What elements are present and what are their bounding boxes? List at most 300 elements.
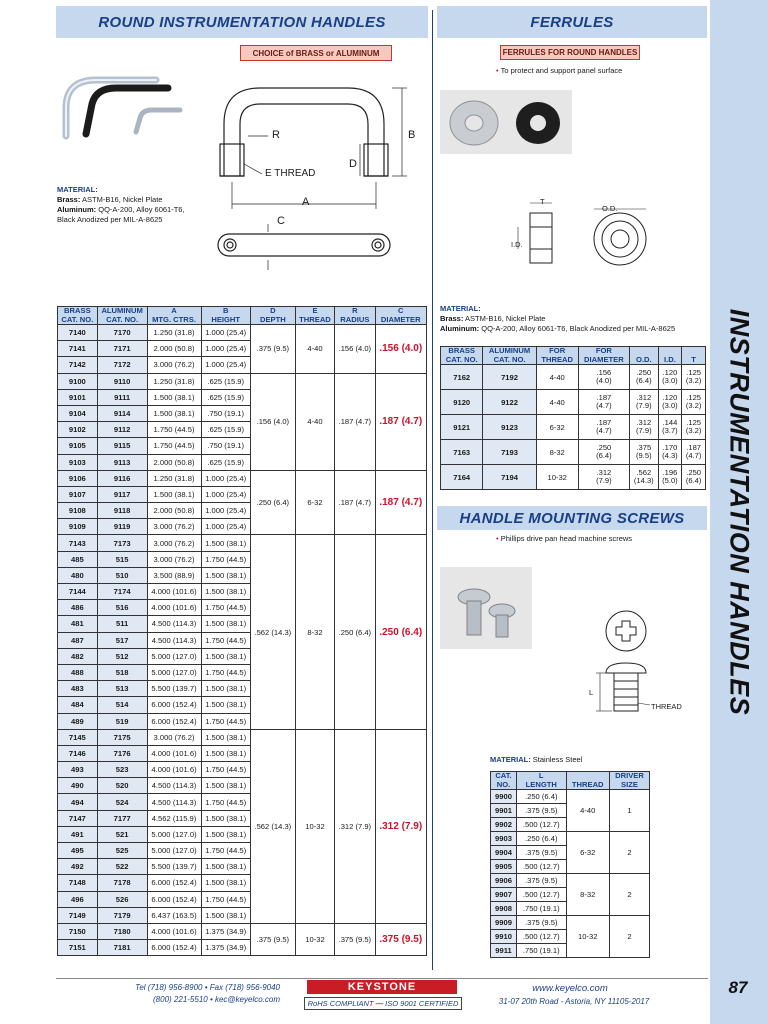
cell-line: (7.9) (635, 426, 652, 435)
ferrules-title: FERRULES (437, 6, 707, 38)
handles-col-header (295, 307, 334, 325)
screws-col-header-line-1: L (538, 771, 544, 780)
screws-bullet (496, 534, 632, 544)
height: 1.500 (38.1) (201, 697, 250, 713)
aluminum-cat-no: 521 (97, 826, 147, 842)
for-thread: 4-40 (536, 390, 578, 415)
brass-cat-no: 484 (58, 697, 98, 713)
brass-cat-no: 9101 (58, 389, 98, 405)
thread-cell: 10-32 (295, 729, 334, 923)
material-label: MATERIAL: (57, 185, 98, 194)
mtg-ctrs: 3.000 (76.2) (147, 519, 201, 535)
handles-title: ROUND INSTRUMENTATION HANDLES (56, 6, 428, 38)
driver-cell: 1 (609, 790, 649, 832)
t (682, 465, 706, 490)
handles-col-header-line-1: A (171, 306, 177, 315)
brass-cat-no: 7143 (58, 535, 98, 551)
cell-line: .312 (596, 468, 612, 477)
brass-cat-no: 495 (58, 843, 98, 859)
mtg-ctrs: 5.000 (127.0) (147, 664, 201, 680)
length: .375 (9.5) (516, 804, 566, 818)
cat-no: 9907 (491, 888, 517, 902)
height: 1.500 (38.1) (201, 826, 250, 842)
mtg-ctrs: 1.750 (44.5) (147, 422, 201, 438)
footer-address: 31-07 20th Road - Astoria, NY 11105-2017 (498, 997, 650, 1006)
ferrules-col-header-line-1: FOR (595, 346, 612, 355)
table-row (491, 832, 650, 846)
footer-certifications (304, 997, 462, 1010)
brass-cat-no: 7145 (58, 729, 98, 745)
radius-cell: .250 (6.4) (335, 535, 375, 729)
screws-col-header (491, 772, 517, 790)
cell-line: (5.0) (662, 476, 678, 485)
table-row (441, 415, 706, 440)
cell-line: (3.0) (662, 376, 678, 385)
dim-label-b: B (408, 129, 416, 141)
brass-cat-no: 9107 (58, 486, 98, 502)
mtg-ctrs: 3.000 (76.2) (147, 729, 201, 745)
mtg-ctrs: 4.000 (101.6) (147, 762, 201, 778)
cat-no: 9903 (491, 832, 517, 846)
dim-label-a: A (302, 196, 310, 208)
ferrules-col-header (536, 347, 578, 365)
mtg-ctrs: 4.500 (114.3) (147, 632, 201, 648)
mtg-ctrs: 1.500 (38.1) (147, 389, 201, 405)
aluminum-cat-no: 7171 (97, 341, 147, 357)
cell-line: (6.4) (596, 451, 612, 460)
mtg-ctrs: 4.500 (114.3) (147, 616, 201, 632)
ferrules-col-header-line-2: DIAMETER (584, 354, 624, 364)
aluminum-label: Aluminum: (57, 205, 97, 214)
dim-label-c: C (277, 215, 285, 227)
height: 1.750 (44.5) (201, 843, 250, 859)
depth-cell: .250 (6.4) (250, 470, 295, 535)
cat-no: 9900 (491, 790, 517, 804)
cell-line: (4.3) (662, 451, 678, 460)
table-row (441, 465, 706, 490)
brass-cat-no: 9109 (58, 519, 98, 535)
screw-dimension-diagram (576, 605, 656, 721)
screws-table-header (491, 772, 650, 790)
brass-cat-no: 7142 (58, 357, 98, 373)
height: 1.500 (38.1) (201, 810, 250, 826)
aluminum-cat-no: 7192 (483, 365, 536, 390)
aluminum-cat-no: 9116 (97, 470, 147, 486)
ferrules-col-header-line-2: CAT. NO. (445, 354, 478, 364)
mtg-ctrs: 1.250 (31.8) (147, 470, 201, 486)
aluminum-cat-no: 7179 (97, 907, 147, 923)
mtg-ctrs: 1.250 (31.8) (147, 325, 201, 341)
thread-cell: 8-32 (566, 874, 609, 916)
ferrules-col-header (578, 347, 629, 365)
brass-cat-no: 482 (58, 648, 98, 664)
aluminum-spec: QQ-A-200, Alloy 6061-T6, (98, 205, 185, 214)
od (630, 415, 659, 440)
handles-col-header-line-2: CAT. NO. (106, 314, 139, 324)
radius-cell: .312 (7.9) (335, 729, 375, 923)
cell-line: .250 (686, 468, 702, 477)
brass-cat-no: 7148 (58, 875, 98, 891)
footer-phone: Tel (718) 956-8900 • Fax (718) 956-9040 (135, 983, 280, 992)
diameter-cell: .250 (6.4) (375, 535, 426, 729)
aluminum-cat-no: 511 (97, 616, 147, 632)
height: 1.000 (25.4) (201, 357, 250, 373)
aluminum-cat-no: 7194 (483, 465, 536, 490)
t (682, 415, 706, 440)
mtg-ctrs: 6.000 (152.4) (147, 697, 201, 713)
diameter-cell: .375 (9.5) (375, 923, 426, 955)
brass-cat-no: 9102 (58, 422, 98, 438)
table-row (441, 440, 706, 465)
screws-col-header (516, 772, 566, 790)
cell-line: .196 (662, 468, 678, 477)
ferrules-label: FERRULES FOR ROUND HANDLES (500, 45, 640, 60)
brass-cat-no: 7162 (441, 365, 483, 390)
height: 1.750 (44.5) (201, 551, 250, 567)
driver-cell: 2 (609, 874, 649, 916)
for-diameter (578, 440, 629, 465)
handles-material (57, 185, 237, 225)
height: 1.000 (25.4) (201, 486, 250, 502)
brass-label: Brass: (57, 195, 81, 204)
thread-cell: 8-32 (295, 535, 334, 729)
cell-line: (14.3) (633, 476, 654, 485)
aluminum-cat-no: 7193 (483, 440, 536, 465)
mtg-ctrs: 4.000 (101.6) (147, 923, 201, 939)
mtg-ctrs: 5.000 (127.0) (147, 826, 201, 842)
height: 1.500 (38.1) (201, 778, 250, 794)
height: .625 (15.9) (201, 422, 250, 438)
id (658, 465, 682, 490)
height: 1.750 (44.5) (201, 664, 250, 680)
ferrules-col-header (441, 347, 483, 365)
rohs-text: RoHS COMPLIANT (307, 999, 374, 1008)
screws-material-text: Stainless Steel (532, 755, 583, 764)
choice-label: CHOICE of BRASS or ALUMINUM (240, 45, 392, 61)
aluminum-cat-no: 7175 (97, 729, 147, 745)
brass-cat-no: 7163 (441, 440, 483, 465)
aluminum-cat-no: 7176 (97, 745, 147, 761)
height: 1.750 (44.5) (201, 794, 250, 810)
brass-cat-no: 480 (58, 567, 98, 583)
height: 1.375 (34.9) (201, 940, 250, 956)
handles-col-header-line-1: D (270, 306, 276, 315)
cell-line: .312 (636, 393, 652, 402)
mtg-ctrs: 6.000 (152.4) (147, 891, 201, 907)
height: 1.750 (44.5) (201, 632, 250, 648)
cat-no: 9910 (491, 930, 517, 944)
handles-col-header (58, 307, 98, 325)
driver-cell: 2 (609, 916, 649, 958)
radius-cell: .187 (4.7) (335, 373, 375, 470)
aluminum-cat-no: 514 (97, 697, 147, 713)
handles-col-header (201, 307, 250, 325)
ferrule-label-id: I.D. (511, 240, 523, 249)
mtg-ctrs: 4.562 (115.9) (147, 810, 201, 826)
height: 1.750 (44.5) (201, 762, 250, 778)
length: .375 (9.5) (516, 846, 566, 860)
page-number: 87 (728, 978, 748, 997)
thread-cell: 6-32 (566, 832, 609, 874)
handles-col-header (335, 307, 375, 325)
table-row (441, 365, 706, 390)
table-row (491, 790, 650, 804)
cell-line: (3.7) (662, 426, 678, 435)
cell-line: (7.9) (596, 476, 612, 485)
handles-col-header-line-2: DEPTH (259, 314, 286, 324)
radius-cell: .375 (9.5) (335, 923, 375, 955)
cell-line: .250 (596, 443, 612, 452)
diameter-cell: .156 (4.0) (375, 325, 426, 374)
length: .500 (12.7) (516, 888, 566, 902)
mtg-ctrs: 6.437 (163.5) (147, 907, 201, 923)
mtg-ctrs: 2.000 (50.8) (147, 341, 201, 357)
ferrules-photo (440, 90, 572, 154)
footer-phone-2: (800) 221-5510 • kec@keyelco.com (153, 995, 280, 1004)
handle-dimension-diagram (212, 64, 422, 270)
brass-cat-no: 9100 (58, 373, 98, 389)
cell-line: (9.5) (635, 451, 652, 460)
table-row (58, 923, 427, 939)
brass-cat-no: 9105 (58, 438, 98, 454)
depth-cell: .562 (14.3) (250, 535, 295, 729)
brass-cat-no: 7149 (58, 907, 98, 923)
od (630, 440, 659, 465)
diameter-cell: .312 (7.9) (375, 729, 426, 923)
ferrules-col-header (658, 347, 682, 365)
height: 1.375 (34.9) (201, 923, 250, 939)
cat-no: 9906 (491, 874, 517, 888)
cell-line: .312 (636, 418, 652, 427)
footer-rule (56, 978, 708, 979)
screws-material-label: MATERIAL: (490, 755, 531, 764)
for-diameter (578, 365, 629, 390)
brass-cat-no: 488 (58, 664, 98, 680)
length: .500 (12.7) (516, 860, 566, 874)
brass-cat-no: 7150 (58, 923, 98, 939)
ferrule-dimension-diagram (510, 195, 660, 275)
length: .250 (6.4) (516, 832, 566, 846)
screws-material (490, 755, 582, 765)
cell-line: (7.9) (635, 401, 652, 410)
length: .250 (6.4) (516, 790, 566, 804)
handles-photo (56, 48, 188, 148)
height: 1.750 (44.5) (201, 891, 250, 907)
aluminum-cat-no: 7170 (97, 325, 147, 341)
cat-no: 9909 (491, 916, 517, 930)
aluminum-cat-no: 9114 (97, 405, 147, 421)
diameter-cell: .187 (4.7) (375, 373, 426, 470)
ferrules-bullet-text: To protect and support panel surface (500, 66, 623, 75)
aluminum-cat-no: 523 (97, 762, 147, 778)
length: .375 (9.5) (516, 916, 566, 930)
height: .625 (15.9) (201, 389, 250, 405)
brass-cat-no: 487 (58, 632, 98, 648)
brass-cat-no: 7140 (58, 325, 98, 341)
cell-line: .187 (686, 443, 702, 452)
aluminum-cat-no: 7180 (97, 923, 147, 939)
height: 1.500 (38.1) (201, 567, 250, 583)
handles-col-header-line-2: THREAD (299, 314, 331, 324)
aluminum-cat-no: 522 (97, 859, 147, 875)
aluminum-cat-no: 9122 (483, 390, 536, 415)
mtg-ctrs: 5.500 (139.7) (147, 859, 201, 875)
depth-cell: .375 (9.5) (250, 325, 295, 374)
height: 1.000 (25.4) (201, 470, 250, 486)
mtg-ctrs: 4.500 (114.3) (147, 778, 201, 794)
height: .750 (19.1) (201, 405, 250, 421)
handles-col-header-line-2: MTG. CTRS. (152, 314, 196, 324)
thread-cell: 10-32 (566, 916, 609, 958)
height: 1.500 (38.1) (201, 681, 250, 697)
height: 1.500 (38.1) (201, 648, 250, 664)
mtg-ctrs: 3.000 (76.2) (147, 357, 201, 373)
cell-line: .120 (662, 393, 678, 402)
aluminum-cat-no: 512 (97, 648, 147, 664)
aluminum-cat-no: 510 (97, 567, 147, 583)
screws-col-header-line-2: NO. (496, 779, 511, 789)
brass-cat-no: 494 (58, 794, 98, 810)
aluminum-cat-no: 516 (97, 600, 147, 616)
ferrules-col-header-line-2: THREAD (541, 354, 573, 364)
aluminum-cat-no: 9119 (97, 519, 147, 535)
cell-line: .125 (686, 393, 702, 402)
cell-line: .187 (596, 418, 612, 427)
table-row (491, 874, 650, 888)
mtg-ctrs: 6.000 (152.4) (147, 713, 201, 729)
ferrules-col-header (483, 347, 536, 365)
aluminum-cat-no: 518 (97, 664, 147, 680)
cell-line: (3.0) (662, 401, 678, 410)
t (682, 440, 706, 465)
for-thread: 4-40 (536, 365, 578, 390)
table-row (491, 916, 650, 930)
bullet-icon: • (496, 534, 499, 543)
aluminum-cat-no: 7173 (97, 535, 147, 551)
cell-line: (3.2) (685, 401, 702, 410)
screws-photo (440, 567, 532, 649)
ferrules-table-header (441, 347, 706, 365)
t (682, 390, 706, 415)
screws-col-header-line-1: CAT. (495, 771, 512, 780)
cell-line: (3.2) (685, 426, 702, 435)
bullet-icon: • (496, 66, 499, 75)
length: .750 (19.1) (516, 902, 566, 916)
aluminum-cat-no: 7181 (97, 940, 147, 956)
table-row (441, 390, 706, 415)
column-divider (432, 10, 433, 970)
height: .625 (15.9) (201, 454, 250, 470)
cell-line: (4.7) (685, 451, 702, 460)
aluminum-cat-no: 9115 (97, 438, 147, 454)
brass-cat-no: 492 (58, 859, 98, 875)
mtg-ctrs: 3.000 (76.2) (147, 535, 201, 551)
cat-no: 9902 (491, 818, 517, 832)
iso-text: ISO 9001 CERTIFIED (385, 999, 459, 1008)
aluminum-cat-no: 526 (97, 891, 147, 907)
cat-no: 9908 (491, 902, 517, 916)
handles-col-header-line-2: CAT. NO. (61, 314, 94, 324)
handles-col-header-line-2: RADIUS (340, 314, 370, 324)
handles-col-header-line-1: B (222, 306, 229, 315)
mtg-ctrs: 6.000 (152.4) (147, 940, 201, 956)
for-diameter (578, 390, 629, 415)
height: 1.750 (44.5) (201, 713, 250, 729)
side-title: INSTRUMENTATION HANDLES (724, 308, 755, 716)
radius-cell: .156 (4.0) (335, 325, 375, 374)
mtg-ctrs: 5.000 (127.0) (147, 843, 201, 859)
cat-no: 9911 (491, 944, 517, 958)
height: 1.750 (44.5) (201, 600, 250, 616)
aluminum-cat-no: 7178 (97, 875, 147, 891)
aluminum-cat-no: 519 (97, 713, 147, 729)
cell-line: (6.4) (635, 376, 652, 385)
diameter-cell: .187 (4.7) (375, 470, 426, 535)
ferrules-col-header-line-1: FOR (549, 346, 566, 355)
table-row (58, 535, 427, 551)
screws-bullet-text: Phillips drive pan head machine screws (500, 534, 633, 543)
aluminum-cat-no: 515 (97, 551, 147, 567)
brass-cat-no: 496 (58, 891, 98, 907)
ferrules-material-label: MATERIAL: (440, 304, 481, 313)
t (682, 365, 706, 390)
ferrules-material (440, 304, 708, 334)
depth-cell: .562 (14.3) (250, 729, 295, 923)
cell-line: (6.4) (685, 476, 702, 485)
driver-cell: 2 (609, 832, 649, 874)
aluminum-cat-no: 9113 (97, 454, 147, 470)
brass-cat-no: 491 (58, 826, 98, 842)
id (658, 390, 682, 415)
id (658, 415, 682, 440)
handles-col-header-line-1: R (352, 306, 358, 315)
cat-no: 9904 (491, 846, 517, 860)
mtg-ctrs: 1.250 (31.8) (147, 373, 201, 389)
aluminum-cat-no: 9112 (97, 422, 147, 438)
aluminum-cat-no: 520 (97, 778, 147, 794)
brass-cat-no: 9120 (441, 390, 483, 415)
cell-line: (4.0) (596, 376, 612, 385)
dim-label-e-thread: E THREAD (265, 168, 316, 179)
cell-line: .125 (686, 418, 702, 427)
thread-cell: 4-40 (295, 373, 334, 470)
od (630, 465, 659, 490)
aluminum-cat-no: 9111 (97, 389, 147, 405)
handles-col-header-line-2: HEIGHT (211, 314, 241, 324)
height: 1.000 (25.4) (201, 503, 250, 519)
aluminum-cat-no: 525 (97, 843, 147, 859)
handles-col-header (147, 307, 201, 325)
ferrules-table (440, 346, 706, 490)
screws-table (490, 771, 650, 958)
ferrules-col-header-line-1: BRASS (448, 346, 475, 355)
handles-table (57, 306, 427, 956)
height: 1.000 (25.4) (201, 325, 250, 341)
handles-col-header-line-1: C (398, 306, 404, 315)
ferrules-col-header-line-2: I.D. (663, 354, 676, 364)
height: .750 (19.1) (201, 438, 250, 454)
mtg-ctrs: 6.000 (152.4) (147, 875, 201, 891)
aluminum-cat-no: 7172 (97, 357, 147, 373)
id (658, 365, 682, 390)
brass-cat-no: 7164 (441, 465, 483, 490)
cell-line: .144 (662, 418, 678, 427)
height: 1.500 (38.1) (201, 729, 250, 745)
brass-cat-no: 9103 (58, 454, 98, 470)
aluminum-cat-no: 517 (97, 632, 147, 648)
screws-col-header (566, 772, 609, 790)
height: 1.500 (38.1) (201, 907, 250, 923)
